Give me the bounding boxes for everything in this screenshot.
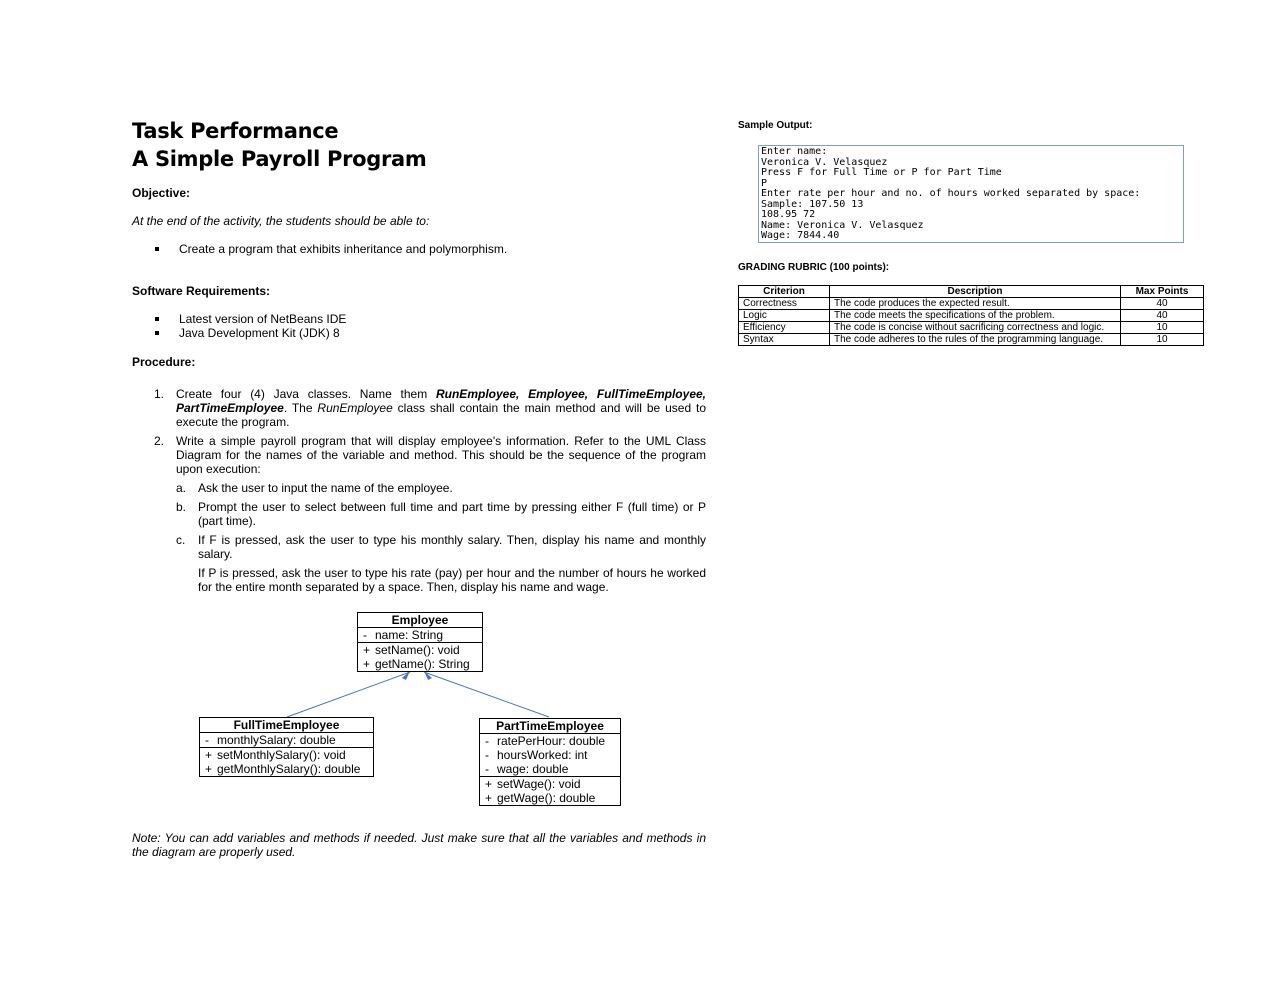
console-line: 108.95 72 (761, 209, 816, 220)
uml-class-parttime (479, 718, 621, 806)
console-line: Press F for Full Time or P for Part Time (761, 167, 1002, 178)
sample-output-heading: Sample Output: (738, 120, 813, 131)
substep-text: Prompt the user to select between full time and part time by pressing either F (full time) or P (part time). (198, 500, 706, 528)
software-bullet-text: Latest version of NetBeans IDE (179, 312, 347, 326)
step-text: Create four (4) Java classes. Name them RunEmployee, Employee, FullTimeEmployee, PartTimeEmployee. The RunEmployee class shall contain the main method and will be used to execute the program. (176, 387, 707, 429)
procedure-heading: Procedure: (132, 355, 196, 369)
uml-method: + setWage(): void (485, 777, 581, 791)
software-bullet-text: Java Development Kit (JDK) 8 (179, 326, 340, 340)
rubric-criterion: Efficiency (739, 322, 830, 334)
uml-method: + getMonthlySalary(): double (205, 762, 361, 776)
substep-number: a. (176, 481, 187, 495)
uml-class-name: FullTimeEmployee (200, 718, 373, 733)
uml-methods (480, 777, 620, 805)
substep-text: If F is pressed, ask the user to type his monthly salary. Then, display his name and monthly salary. (198, 533, 706, 561)
uml-attribute: - wage: double (485, 762, 569, 776)
objective-bullet-text: Create a program that exhibits inheritance and polymorphism. (179, 242, 508, 256)
rubric-description: The code is concise without sacrificing correctness and logic. (830, 322, 1121, 334)
rubric-table (738, 285, 1204, 346)
uml-methods (358, 643, 482, 671)
arrowhead-icon (424, 671, 432, 680)
console-line: P (761, 177, 768, 189)
uml-attributes (200, 733, 373, 748)
rubric-row (739, 334, 1204, 346)
uml-class-name: PartTimeEmployee (480, 719, 620, 734)
rubric-col-description: Description (830, 286, 1121, 298)
console-line: Enter rate per hour and no. of hours worked separated by space: (761, 188, 1141, 199)
rubric-heading: GRADING RUBRIC (100 points): (738, 262, 890, 273)
rubric-points: 10 (1121, 334, 1204, 346)
objective-heading: Objective: (132, 186, 191, 200)
console-line: Veronica V. Velasquez (761, 156, 888, 168)
uml-method: + getName(): String (363, 657, 470, 671)
uml-method: + getWage(): double (485, 791, 596, 805)
rubric-description: The code produces the expected result. (830, 298, 1121, 310)
rubric-description: The code adheres to the rules of the programming language. (830, 334, 1121, 346)
sample-output-console (758, 145, 1184, 243)
rubric-points: 40 (1121, 298, 1204, 310)
uml-attribute: - name: String (363, 628, 444, 642)
step-text: Write a simple payroll program that will display employee's information. Refer to the UML Class Diagram for the names of the variable and method. This should be the sequence of the program upon execution: (176, 434, 706, 476)
uml-method: + setMonthlySalary(): void (205, 748, 346, 762)
uml-attribute: - ratePerHour: double (485, 734, 606, 748)
rubric-criterion: Logic (739, 310, 830, 322)
rubric-criterion: Correctness (739, 298, 830, 310)
rubric-header-row (739, 286, 1204, 298)
uml-attribute: - hoursWorked: int (485, 748, 588, 762)
title-line-2: A Simple Payroll Program (132, 147, 427, 171)
uml-class-fulltime (199, 717, 374, 777)
console-line: Enter name: (761, 146, 828, 157)
console-line: Wage: 7844.40 (761, 230, 840, 241)
rubric-row (739, 310, 1204, 322)
substep-number: c. (176, 533, 186, 547)
rubric-points: 40 (1121, 310, 1204, 322)
rubric-row (739, 322, 1204, 334)
rubric-criterion: Syntax (739, 334, 830, 346)
rubric-col-criterion: Criterion (739, 286, 830, 298)
console-line: Name: Veronica V. Velasquez (761, 219, 924, 231)
note: Note: You can add variables and methods if needed. Just make sure that all the variables and methods in the diagram are properly used. (132, 831, 706, 859)
uml-methods (200, 748, 373, 776)
step-number: 2. (154, 434, 165, 448)
rubric-row (739, 298, 1204, 310)
uml-attributes (480, 734, 620, 777)
class-names: RunEmployee, Employee, FullTimeEmployee, PartTimeEmployee (176, 387, 706, 415)
uml-class-employee (357, 612, 483, 672)
uml-method: + setName(): void (363, 643, 460, 657)
arrowhead-icon (402, 671, 410, 680)
objective-intro: At the end of the activity, the students should be able to: (132, 214, 430, 228)
fulltime-inherits-line (287, 672, 410, 717)
rubric-col-points: Max Points (1121, 286, 1204, 298)
uml-attribute: - monthlySalary: double (205, 733, 336, 747)
step-number: 1. (154, 387, 165, 401)
rubric-points: 10 (1121, 322, 1204, 334)
substep-extra-text: If P is pressed, ask the user to type his rate (pay) per hour and the number of hours he worked for the entire month separated by a space. Then, display his name and wage. (198, 566, 706, 594)
rubric-description: The code meets the specifications of the problem. (830, 310, 1121, 322)
substep-number: b. (176, 500, 187, 514)
console-line: Sample: 107.50 13 (761, 198, 864, 210)
substep-text: Ask the user to input the name of the employee. (198, 481, 453, 495)
parttime-inherits-line (424, 672, 549, 717)
run-employee-name: RunEmployee (317, 401, 393, 415)
uml-attributes (358, 628, 482, 643)
uml-class-name: Employee (358, 613, 482, 628)
software-heading: Software Requirements: (132, 284, 271, 298)
title-line-1: Task Performance (132, 119, 339, 143)
